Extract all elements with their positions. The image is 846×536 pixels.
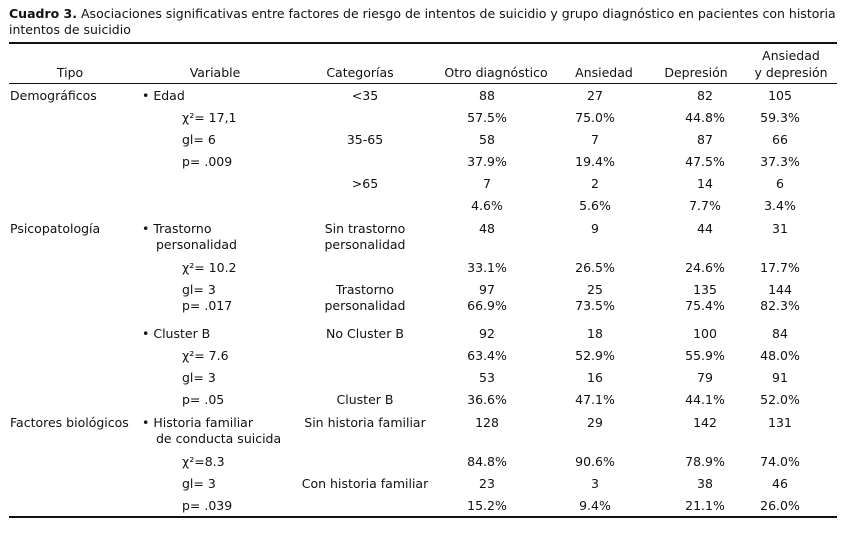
cell-ansiedad-depresion: 91 bbox=[772, 370, 788, 385]
cell-categoria: personalidad bbox=[324, 237, 406, 252]
cell-otro-diagnostico: 97 bbox=[479, 282, 495, 297]
cell-tipo: Factores biológicos bbox=[10, 415, 129, 430]
bottom-rule bbox=[9, 516, 837, 518]
cell-variable: gl= 3 bbox=[182, 370, 216, 385]
cell-categoria: <35 bbox=[351, 88, 379, 103]
cell-ansiedad-depresion: 26.0% bbox=[760, 498, 800, 513]
header-tipo: Tipo bbox=[56, 65, 84, 80]
cell-otro-diagnostico: 57.5% bbox=[467, 110, 507, 125]
cell-depresion: 38 bbox=[697, 476, 713, 491]
cell-ansiedad: 16 bbox=[587, 370, 603, 385]
header-otro-diagnostico: Otro diagnóstico bbox=[444, 65, 548, 80]
cell-variable: p= .009 bbox=[182, 154, 233, 169]
cell-otro-diagnostico: 88 bbox=[479, 88, 495, 103]
cell-ansiedad: 25 bbox=[587, 282, 603, 297]
cell-variable: χ²=8.3 bbox=[182, 454, 225, 469]
cell-depresion: 75.4% bbox=[685, 298, 725, 313]
cell-depresion: 78.9% bbox=[685, 454, 725, 469]
cell-categoria: Sin trastorno bbox=[324, 221, 406, 236]
header-ansiedad: Ansiedad bbox=[575, 65, 633, 80]
cell-ansiedad: 9.4% bbox=[579, 498, 611, 513]
cell-categoria: No Cluster B bbox=[326, 326, 404, 341]
cell-otro-diagnostico: 15.2% bbox=[467, 498, 507, 513]
cell-variable: χ²= 10.2 bbox=[182, 260, 237, 275]
cell-ansiedad-depresion: 131 bbox=[768, 415, 792, 430]
cell-depresion: 7.7% bbox=[689, 198, 721, 213]
cell-ansiedad: 26.5% bbox=[575, 260, 615, 275]
cell-variable: • Trastorno bbox=[142, 221, 212, 236]
cell-variable: χ²= 7.6 bbox=[182, 348, 229, 363]
cell-ansiedad-depresion: 144 bbox=[768, 282, 792, 297]
cell-ansiedad: 73.5% bbox=[575, 298, 615, 313]
cell-ansiedad: 47.1% bbox=[575, 392, 615, 407]
header-ansiedad-depresion-1: Ansiedad bbox=[762, 48, 820, 63]
cell-ansiedad: 19.4% bbox=[575, 154, 615, 169]
cell-ansiedad: 2 bbox=[591, 176, 599, 191]
cell-variable: p= .017 bbox=[182, 298, 233, 313]
cell-depresion: 47.5% bbox=[685, 154, 725, 169]
cell-tipo: Demográficos bbox=[10, 88, 97, 103]
cell-depresion: 82 bbox=[697, 88, 713, 103]
cell-depresion: 100 bbox=[693, 326, 717, 341]
cell-ansiedad: 5.6% bbox=[579, 198, 611, 213]
cell-otro-diagnostico: 36.6% bbox=[467, 392, 507, 407]
cell-depresion: 79 bbox=[697, 370, 713, 385]
cell-ansiedad: 75.0% bbox=[575, 110, 615, 125]
cell-ansiedad-depresion: 66 bbox=[772, 132, 788, 147]
cell-ansiedad-depresion: 6 bbox=[776, 176, 784, 191]
cell-depresion: 44 bbox=[697, 221, 713, 236]
cell-otro-diagnostico: 48 bbox=[479, 221, 495, 236]
cell-depresion: 44.1% bbox=[685, 392, 725, 407]
cell-variable: • Edad bbox=[142, 88, 185, 103]
cell-depresion: 14 bbox=[697, 176, 713, 191]
cell-depresion: 24.6% bbox=[685, 260, 725, 275]
cell-ansiedad: 29 bbox=[587, 415, 603, 430]
header-ansiedad-depresion-2: y depresión bbox=[754, 65, 828, 80]
cell-depresion: 142 bbox=[693, 415, 717, 430]
cell-ansiedad-depresion: 84 bbox=[772, 326, 788, 341]
cell-ansiedad: 7 bbox=[591, 132, 599, 147]
cell-otro-diagnostico: 84.8% bbox=[467, 454, 507, 469]
cell-otro-diagnostico: 33.1% bbox=[467, 260, 507, 275]
cell-otro-diagnostico: 128 bbox=[475, 415, 499, 430]
cell-variable: gl= 3 bbox=[182, 282, 216, 297]
cell-depresion: 21.1% bbox=[685, 498, 725, 513]
cell-variable: p= .05 bbox=[182, 392, 225, 407]
cell-tipo: Psicopatología bbox=[10, 221, 101, 236]
cell-ansiedad-depresion: 31 bbox=[772, 221, 788, 236]
cell-categoria: Con historia familiar bbox=[301, 476, 429, 491]
cell-ansiedad: 27 bbox=[587, 88, 603, 103]
header-variable: Variable bbox=[189, 65, 241, 80]
cell-variable: de conducta suicida bbox=[156, 431, 282, 446]
cell-variable: • Cluster B bbox=[142, 326, 211, 341]
cell-ansiedad-depresion: 59.3% bbox=[760, 110, 800, 125]
cell-otro-diagnostico: 63.4% bbox=[467, 348, 507, 363]
cell-otro-diagnostico: 4.6% bbox=[471, 198, 503, 213]
cell-ansiedad-depresion: 37.3% bbox=[760, 154, 800, 169]
cell-categoria: Sin historia familiar bbox=[304, 415, 426, 430]
cell-depresion: 44.8% bbox=[685, 110, 725, 125]
cell-otro-diagnostico: 7 bbox=[483, 176, 491, 191]
cell-ansiedad-depresion: 52.0% bbox=[760, 392, 800, 407]
cell-variable: gl= 3 bbox=[182, 476, 216, 491]
cell-categoria: Trastorno bbox=[335, 282, 395, 297]
caption-text: Asociaciones significativas entre factores de riesgo de intentos de suicidio y grupo diagnóstico en pacientes con historia intentos de suicidio bbox=[9, 6, 836, 37]
cell-otro-diagnostico: 58 bbox=[479, 132, 495, 147]
cell-ansiedad: 52.9% bbox=[575, 348, 615, 363]
cell-ansiedad: 9 bbox=[591, 221, 599, 236]
cell-categoria: personalidad bbox=[324, 298, 406, 313]
cell-variable: χ²= 17,1 bbox=[182, 110, 237, 125]
cell-ansiedad-depresion: 74.0% bbox=[760, 454, 800, 469]
header-categorias: Categorías bbox=[326, 65, 394, 80]
cell-otro-diagnostico: 23 bbox=[479, 476, 495, 491]
header-rule bbox=[9, 83, 837, 84]
cell-ansiedad: 18 bbox=[587, 326, 603, 341]
caption-label: Cuadro 3. bbox=[9, 6, 78, 21]
cell-ansiedad-depresion: 3.4% bbox=[764, 198, 796, 213]
cell-depresion: 55.9% bbox=[685, 348, 725, 363]
cell-variable: personalidad bbox=[156, 237, 237, 252]
cell-categoria: 35-65 bbox=[346, 132, 384, 147]
cell-ansiedad-depresion: 17.7% bbox=[760, 260, 800, 275]
cell-otro-diagnostico: 92 bbox=[479, 326, 495, 341]
cell-ansiedad: 3 bbox=[591, 476, 599, 491]
cell-otro-diagnostico: 37.9% bbox=[467, 154, 507, 169]
cell-ansiedad-depresion: 48.0% bbox=[760, 348, 800, 363]
cell-ansiedad-depresion: 82.3% bbox=[760, 298, 800, 313]
cell-ansiedad: 90.6% bbox=[575, 454, 615, 469]
cell-ansiedad-depresion: 46 bbox=[772, 476, 788, 491]
cell-otro-diagnostico: 66.9% bbox=[467, 298, 507, 313]
cell-ansiedad-depresion: 105 bbox=[768, 88, 792, 103]
cell-depresion: 87 bbox=[697, 132, 713, 147]
header-depresion: Depresión bbox=[664, 65, 728, 80]
cell-variable: • Historia familiar bbox=[142, 415, 253, 430]
table-caption bbox=[9, 6, 839, 38]
cell-categoria: Cluster B bbox=[336, 392, 394, 407]
cell-variable: gl= 6 bbox=[182, 132, 216, 147]
cell-depresion: 135 bbox=[693, 282, 717, 297]
top-rule bbox=[9, 42, 837, 44]
cell-otro-diagnostico: 53 bbox=[479, 370, 495, 385]
cell-variable: p= .039 bbox=[182, 498, 233, 513]
cell-categoria: >65 bbox=[351, 176, 379, 191]
